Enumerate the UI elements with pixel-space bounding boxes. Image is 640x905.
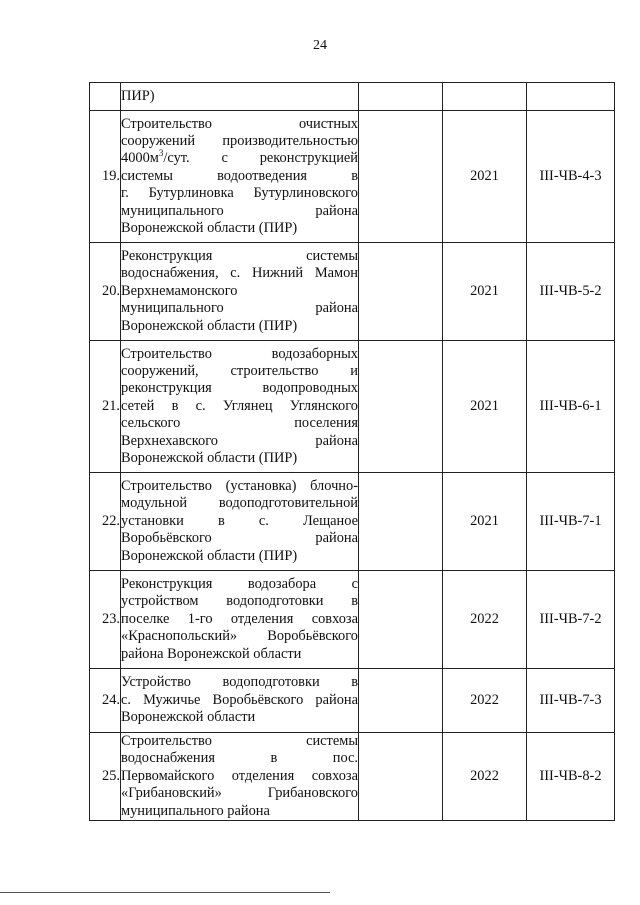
project-name: [121, 473, 359, 571]
empty-cell: [359, 243, 443, 341]
empty-cell: [359, 733, 443, 821]
empty-cell: [359, 111, 443, 243]
project-name-line: Воронежской области (ПИР): [121, 220, 298, 237]
project-name-line: Строительство очистных: [121, 115, 358, 132]
code-cell: III-ЧВ-7-2: [527, 571, 615, 669]
project-name-line: ПИР): [121, 87, 155, 104]
project-name-line: Устройство водоподготовки в: [121, 674, 358, 691]
code-cell: III-ЧВ-6-1: [527, 341, 615, 473]
project-name-line: с. Мужичье Воробьёвского района: [121, 691, 358, 708]
project-name: [121, 341, 359, 473]
project-name-line: «Грибановский» Грибановского: [121, 785, 358, 802]
project-name-line: муниципального района: [121, 802, 270, 819]
project-name-line: Воронежской области (ПИР): [121, 317, 298, 334]
year-cell: 2021: [443, 341, 527, 473]
project-name: [121, 733, 359, 821]
project-name-line: поселке 1-го отделения совхоза: [121, 610, 358, 627]
project-name-line: сельского поселения: [121, 415, 358, 432]
project-name-line: Реконструкция водозабора с: [121, 575, 358, 592]
year-cell: 2021: [443, 111, 527, 243]
project-name-line: г. Бутурлиновка Бутурлиновского: [121, 185, 358, 202]
project-name-line: Воробьёвского района: [121, 530, 358, 547]
project-name-line: Воронежской области (ПИР): [121, 450, 298, 467]
project-name-line: муниципального района: [121, 300, 358, 317]
project-name: [121, 571, 359, 669]
project-name-line: района Воронежской области: [121, 645, 302, 662]
year-cell: [443, 83, 527, 111]
project-name-line: Воронежской области: [121, 709, 256, 726]
row-number: 20.: [90, 243, 121, 341]
project-name-line: водоснабжения, с. Нижний Мамон: [121, 265, 358, 282]
row-number: 25.: [90, 733, 121, 821]
row-number: 19.: [90, 111, 121, 243]
project-name: [121, 243, 359, 341]
code-cell: III-ЧВ-8-2: [527, 733, 615, 821]
project-name-line: Строительство (установка) блочно-: [121, 477, 358, 494]
project-name-line: «Краснопольский» Воробьёвского: [121, 628, 358, 645]
project-name-line: Реконструкция системы: [121, 247, 358, 264]
project-name-line: модульной водоподготовительной: [121, 495, 358, 512]
row-number: 21.: [90, 341, 121, 473]
year-cell: 2021: [443, 243, 527, 341]
year-cell: 2022: [443, 733, 527, 821]
project-name-line: муниципального района: [121, 202, 358, 219]
project-name-line: Воронежской области (ПИР): [121, 547, 298, 564]
empty-cell: [359, 341, 443, 473]
row-number: 22.: [90, 473, 121, 571]
project-name-line: установки в с. Лещаное: [121, 512, 358, 529]
code-cell: III-ЧВ-7-3: [527, 669, 615, 733]
row-number: 23.: [90, 571, 121, 669]
project-name-line: сооружений, строительство и: [121, 362, 358, 379]
bottom-rule: [0, 892, 330, 893]
code-cell: III-ЧВ-5-2: [527, 243, 615, 341]
project-name-line: Верхнемамонского: [121, 282, 238, 299]
empty-cell: [359, 83, 443, 111]
table-row: [90, 341, 615, 473]
table-row: [90, 669, 615, 733]
code-cell: [527, 83, 615, 111]
project-name-line: Первомайского отделения совхоза: [121, 767, 358, 784]
table-row: [90, 111, 615, 243]
code-cell: III-ЧВ-4-3: [527, 111, 615, 243]
project-name: [121, 83, 359, 111]
project-name-line: Строительство системы: [121, 733, 358, 749]
projects-table: [89, 82, 615, 821]
project-name-line: сетей в с. Углянец Углянского: [121, 397, 358, 414]
project-name-line: сооружений производительностью: [121, 132, 358, 149]
year-cell: 2022: [443, 571, 527, 669]
project-name-line: Верхнехавского района: [121, 432, 358, 449]
project-name: [121, 111, 359, 243]
table-row: [90, 571, 615, 669]
table-row: [90, 243, 615, 341]
table-row: [90, 473, 615, 571]
row-number: [90, 83, 121, 111]
project-name-line: реконструкция водопроводных: [121, 380, 358, 397]
project-name: [121, 669, 359, 733]
table-row: [90, 733, 615, 821]
page-number: 24: [313, 38, 327, 53]
project-name-line: $4000м^3$/сут. с реконструкцией: [121, 148, 358, 167]
project-name-line: системы водоотведения в: [121, 167, 358, 184]
empty-cell: [359, 669, 443, 733]
project-name-line: водоснабжения в пос.: [121, 750, 358, 767]
year-cell: 2021: [443, 473, 527, 571]
code-cell: III-ЧВ-7-1: [527, 473, 615, 571]
year-cell: 2022: [443, 669, 527, 733]
project-name-line: Строительство водозаборных: [121, 345, 358, 362]
project-name-line: устройством водоподготовки в: [121, 593, 358, 610]
row-number: 24.: [90, 669, 121, 733]
empty-cell: [359, 571, 443, 669]
projects-table-body: [90, 83, 615, 821]
empty-cell: [359, 473, 443, 571]
table-row: [90, 83, 615, 111]
